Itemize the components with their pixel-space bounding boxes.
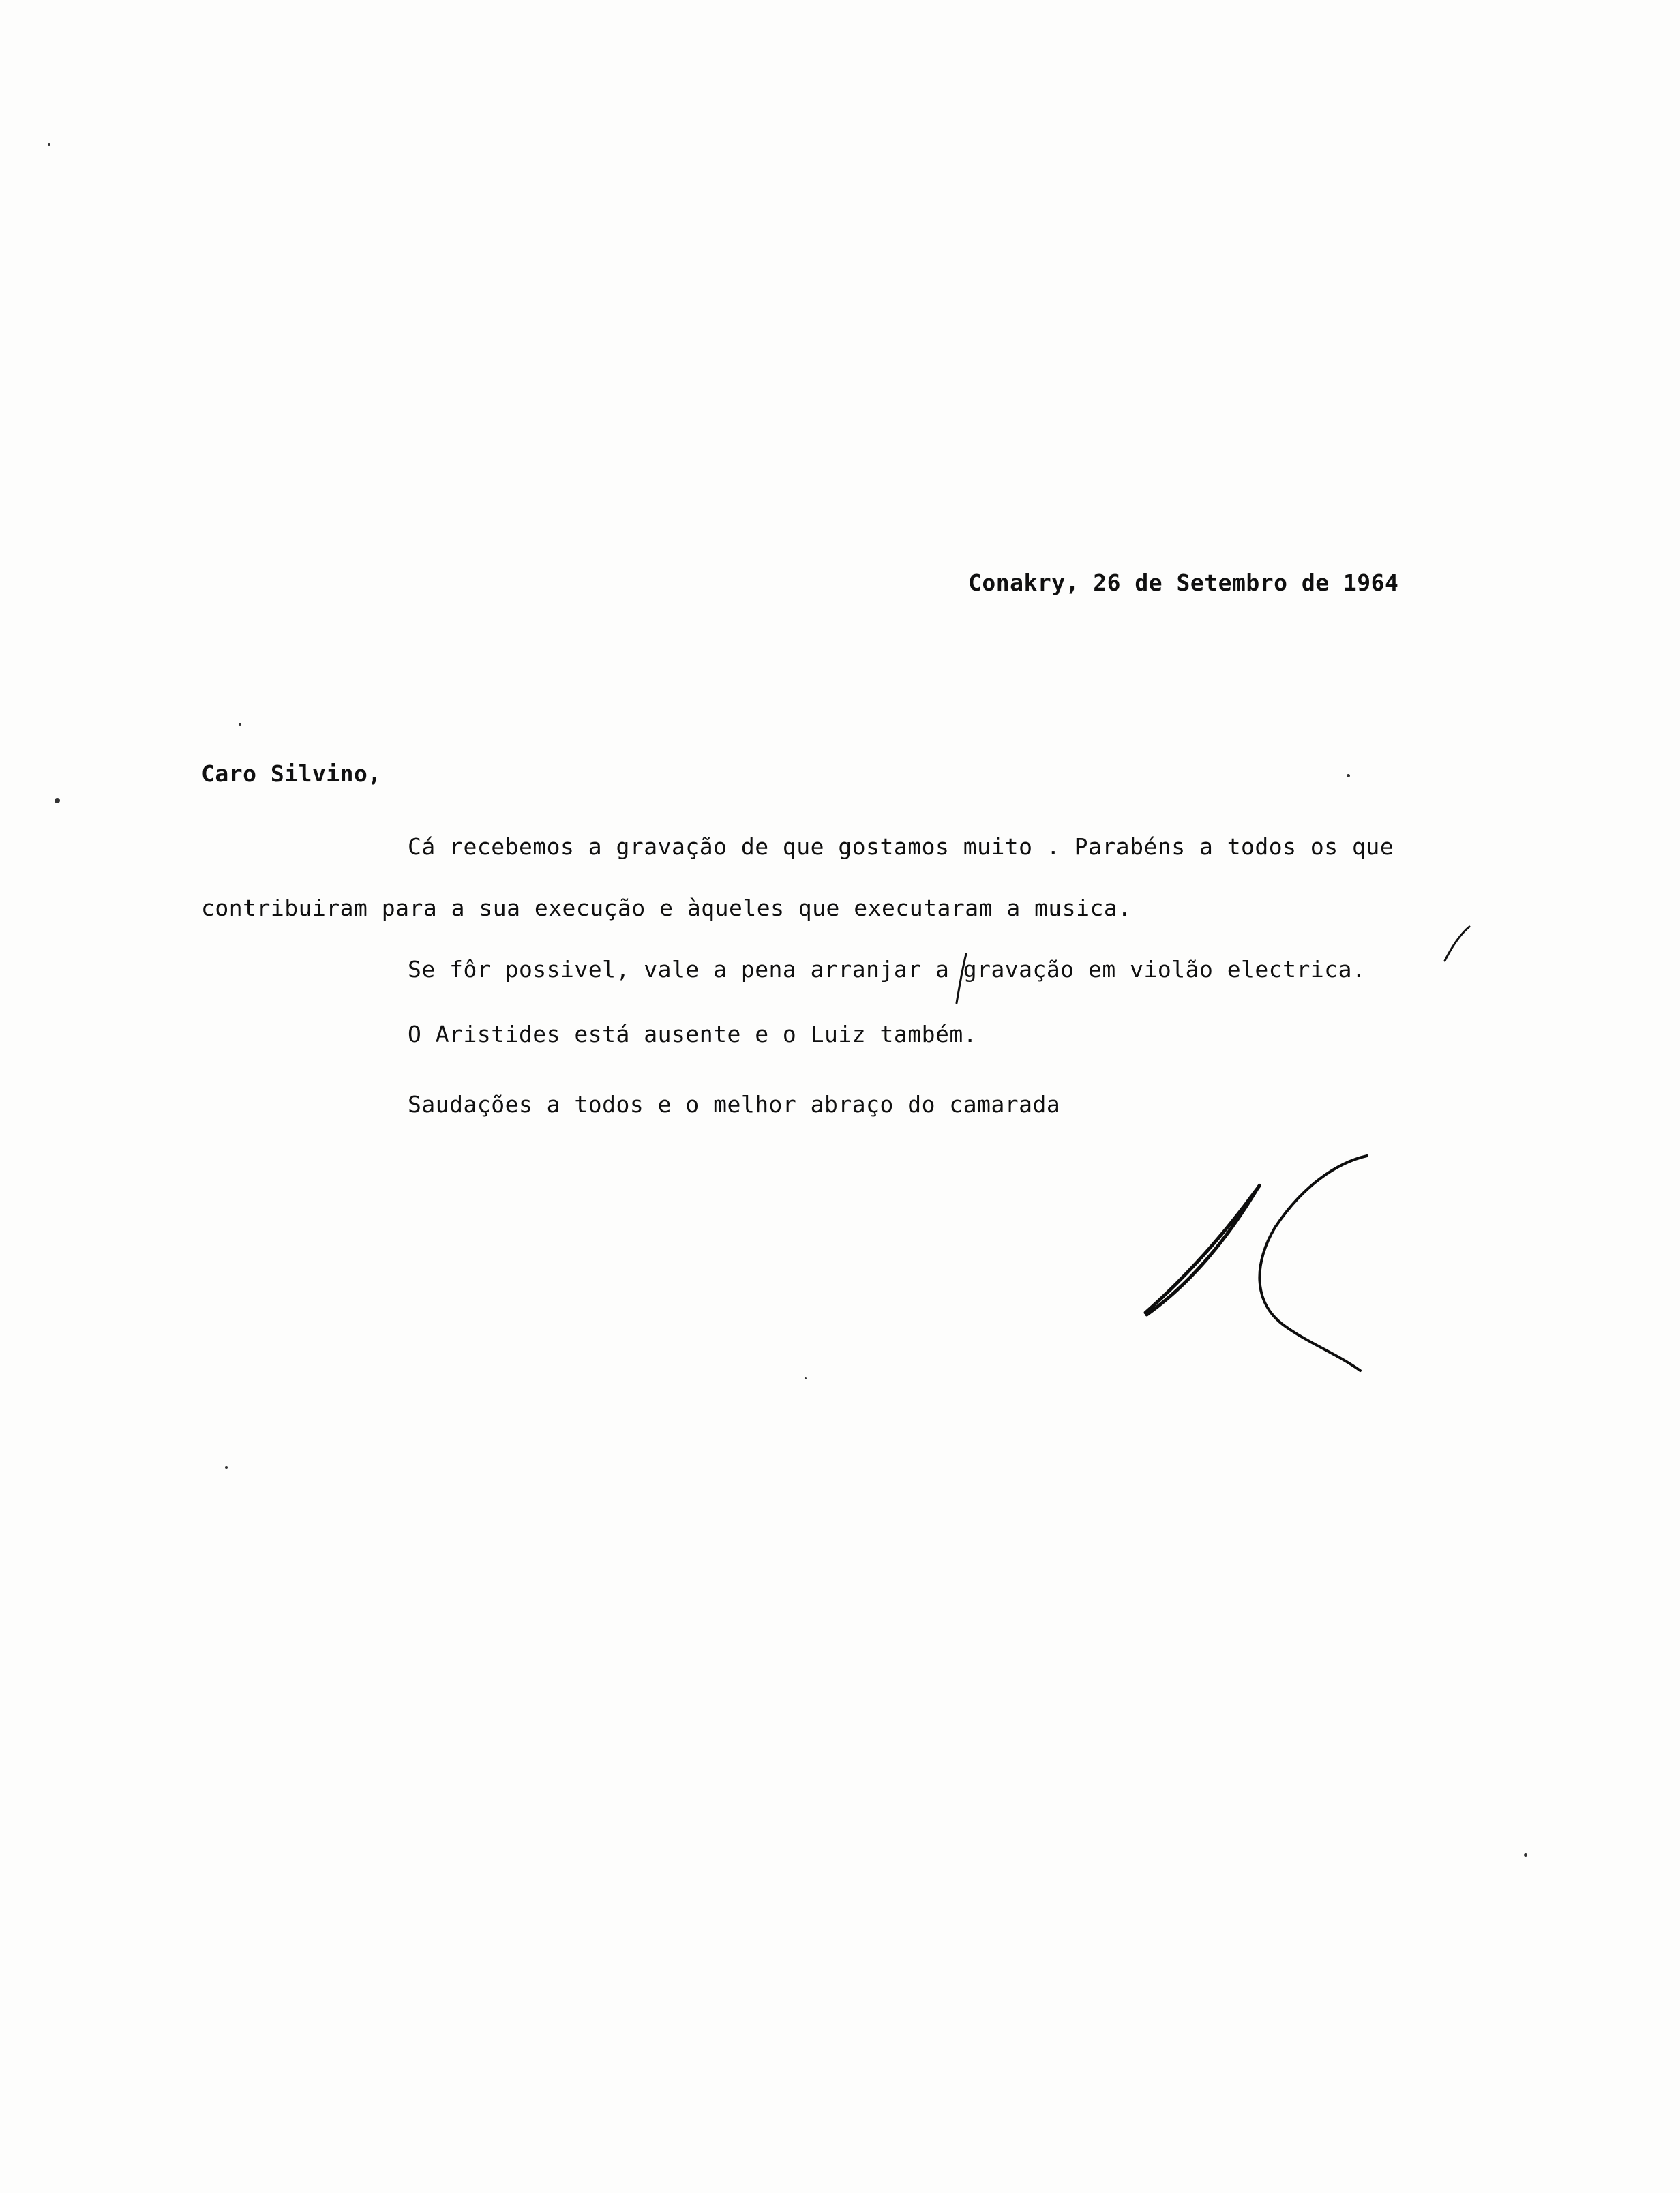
scan-speck (239, 723, 241, 726)
closing-line: Saudações a todos e o melhor abraço do camarada (408, 1091, 1061, 1118)
dateline: Conakry, 26 de Setembro de 1964 (968, 569, 1399, 596)
salutation: Caro Silvino, (201, 760, 382, 787)
scan-speck (225, 1466, 228, 1469)
scan-speck (1347, 774, 1350, 777)
paragraph-1-line-2: contribuiram para a sua execução e àqueles que executaram a musica. (201, 895, 1132, 921)
handwritten-correction-mark (951, 951, 972, 1006)
handwritten-accent-mark (1435, 924, 1476, 965)
scan-speck (1524, 1853, 1527, 1857)
paragraph-3: O Aristides está ausente e o Luiz também. (408, 1021, 978, 1047)
paragraph-1-line-1: Cá recebemos a gravação de que gostamos muito . Parabéns a todos os que (408, 833, 1394, 860)
scan-speck (55, 798, 60, 803)
scan-speck (805, 1377, 807, 1379)
paragraph-2: Se fôr possivel, vale a pena arranjar a gravação em violão electrica. (408, 956, 1366, 983)
handwritten-signature (1132, 1146, 1391, 1405)
scan-speck (48, 143, 50, 146)
